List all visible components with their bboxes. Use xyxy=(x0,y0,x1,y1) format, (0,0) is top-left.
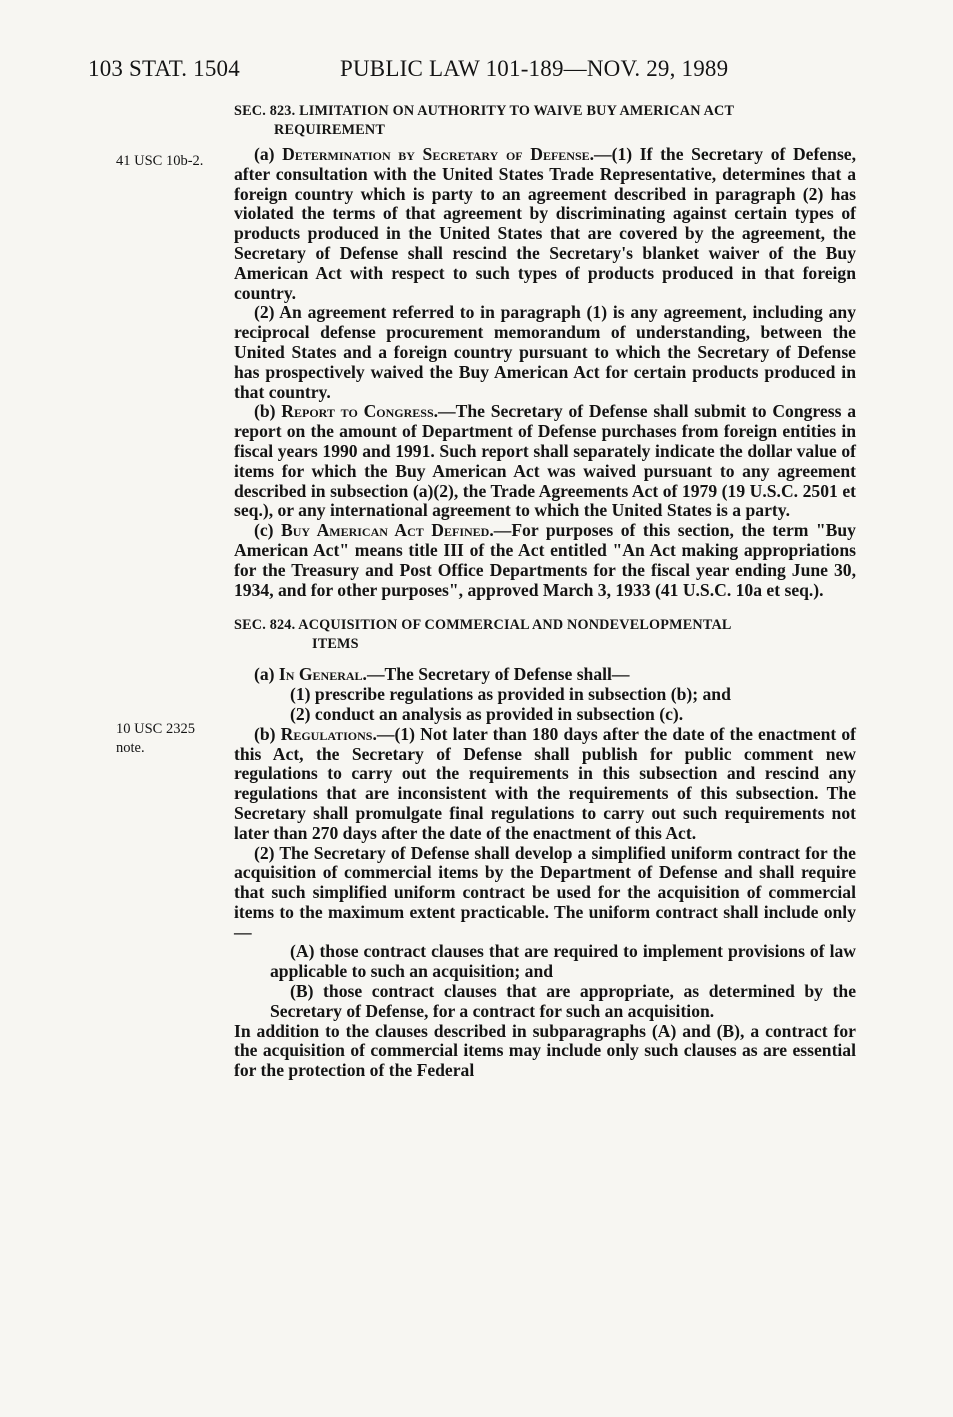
subsection-text: —The Secretary of Defense shall— xyxy=(366,664,630,685)
running-title: PUBLIC LAW 101-189—NOV. 29, 1989 xyxy=(340,56,729,81)
section-824-heading xyxy=(234,616,856,653)
section-824-subsection-a xyxy=(234,665,856,685)
margin-note-line1: 10 USC 2325 xyxy=(116,721,195,737)
section-824-paragraph-a1: (1) prescribe regulations as provided in subsection (b); and xyxy=(290,684,731,705)
subsection-text: —The Secretary of Defense shall submit to Congress a report on the amount of Department of Defense purchases from foreign entities in fiscal years 1990 and 1991. Such report shall separately indicate the dollar value of items for which the Buy American Act was waived pursuant to any agreement described in subsection (a)(2), the Trade Agreements Act of 1979 (19 U.S.C. 2501 et seq.), or any international agreement to which the United States is a party. xyxy=(234,401,856,521)
section-824-heading-line2: ITEMS xyxy=(312,635,359,652)
section-824-subsection-b xyxy=(234,725,856,844)
section-824-paragraph-a2: (2) conduct an analysis as provided in subsection (c). xyxy=(290,703,684,724)
section-824-heading-line1: SEC. 824. ACQUISITION OF COMMERCIAL AND NONDEVELOPMENTAL xyxy=(234,617,732,634)
section-824-subparagraph-A: (A) those contract clauses that are required to implement provisions of law applicable to such an acquisition; and xyxy=(270,941,856,982)
subsection-label: (c) xyxy=(254,520,281,541)
subsection-label: (b) xyxy=(254,401,282,422)
subsection-text: —For purposes of this section, the term "Buy American Act" means title III of the Act entitled "An Act making appropriations for the Treasury and Post Office Departments for the fiscal year ending June 30, 1934, and for other purposes", approved March 3, 1933 (41 U.S.C. 10a et seq.). xyxy=(234,520,856,600)
subsection-text: —(1) Not later than 180 days after the date of the enactment of this Act, the Secretary of Defense shall publish for public comment new regulations to carry out the requirements in this subsection and rescind any regulations that are inconsistent with the requirements of this subsection. The Secretary shall promulgate final regulations to carry out such requirements not later than 270 days after the date of the enactment of this Act. xyxy=(234,723,857,843)
subsection-label: (a) xyxy=(254,664,279,685)
margin-note-line2: note. xyxy=(116,740,145,756)
subsection-heading: Regulations. xyxy=(280,723,377,744)
subsection-heading: Determination by Secretary of Defense. xyxy=(282,144,595,164)
section-823-paragraph-a2: (2) An agreement referred to in paragraph (1) is any agreement, including any reciprocal defense procurement memorandum of understanding, between the United States and a foreign country pursuant to which the Secretary of Defense has prospectively waived the Buy American Act for certain products produced in that country. xyxy=(234,302,856,402)
subsection-heading: Report to Congress. xyxy=(281,401,439,422)
section-823-heading-line1: SEC. 823. LIMITATION ON AUTHORITY TO WAIVE BUY AMERICAN ACT xyxy=(234,103,735,119)
subsection-label: (a) xyxy=(254,144,283,164)
subsection-heading: In General. xyxy=(278,664,367,685)
section-823-heading xyxy=(234,102,856,139)
stat-page-number: 103 STAT. 1504 xyxy=(88,56,240,81)
section-823-subsection-a xyxy=(234,145,856,303)
document-body xyxy=(234,102,856,1081)
subsection-heading: Buy American Act Defined. xyxy=(281,520,494,541)
section-823-heading-line2: REQUIREMENT xyxy=(274,121,385,138)
subsection-text: —(1) If the Secretary of Defense, after consultation with the United States Trade Representative, determines that a foreign country which is party to an agreement described in paragraph (2) has violated the terms of that agreement by discriminating against certain types of products produced in the United States that are covered by the agreement, the Secretary of Defense shall rescind the Secretary's blanket waiver of the Buy American Act with respect to such types of products produced in that foreign country. xyxy=(234,144,857,303)
section-824-paragraph-b2: (2) The Secretary of Defense shall develop a simplified uniform contract for the acquisition of commercial items by the Department of Defense and shall require that such simplified uniform contract be used for the acquisition of commercial items to the maximum extent practicable. The uniform contract shall include only— xyxy=(234,842,856,942)
margin-note-41usc xyxy=(116,152,226,171)
section-823-subsection-b xyxy=(234,402,856,521)
section-824-closing-paragraph: In addition to the clauses described in subparagraphs (A) and (B), a contract for the acquisition of commercial items may include only such clauses as are essential for the protection of the Federal xyxy=(234,1020,856,1081)
subsection-label: (b) xyxy=(254,723,281,744)
section-824-subparagraph-B: (B) those contract clauses that are appropriate, as determined by the Secretary of Defense, for a contract for such an acquisition. xyxy=(270,981,856,1021)
margin-note-text: 41 USC 10b-2. xyxy=(116,153,204,169)
section-823-subsection-c xyxy=(234,521,856,600)
margin-note-10usc xyxy=(116,720,226,758)
